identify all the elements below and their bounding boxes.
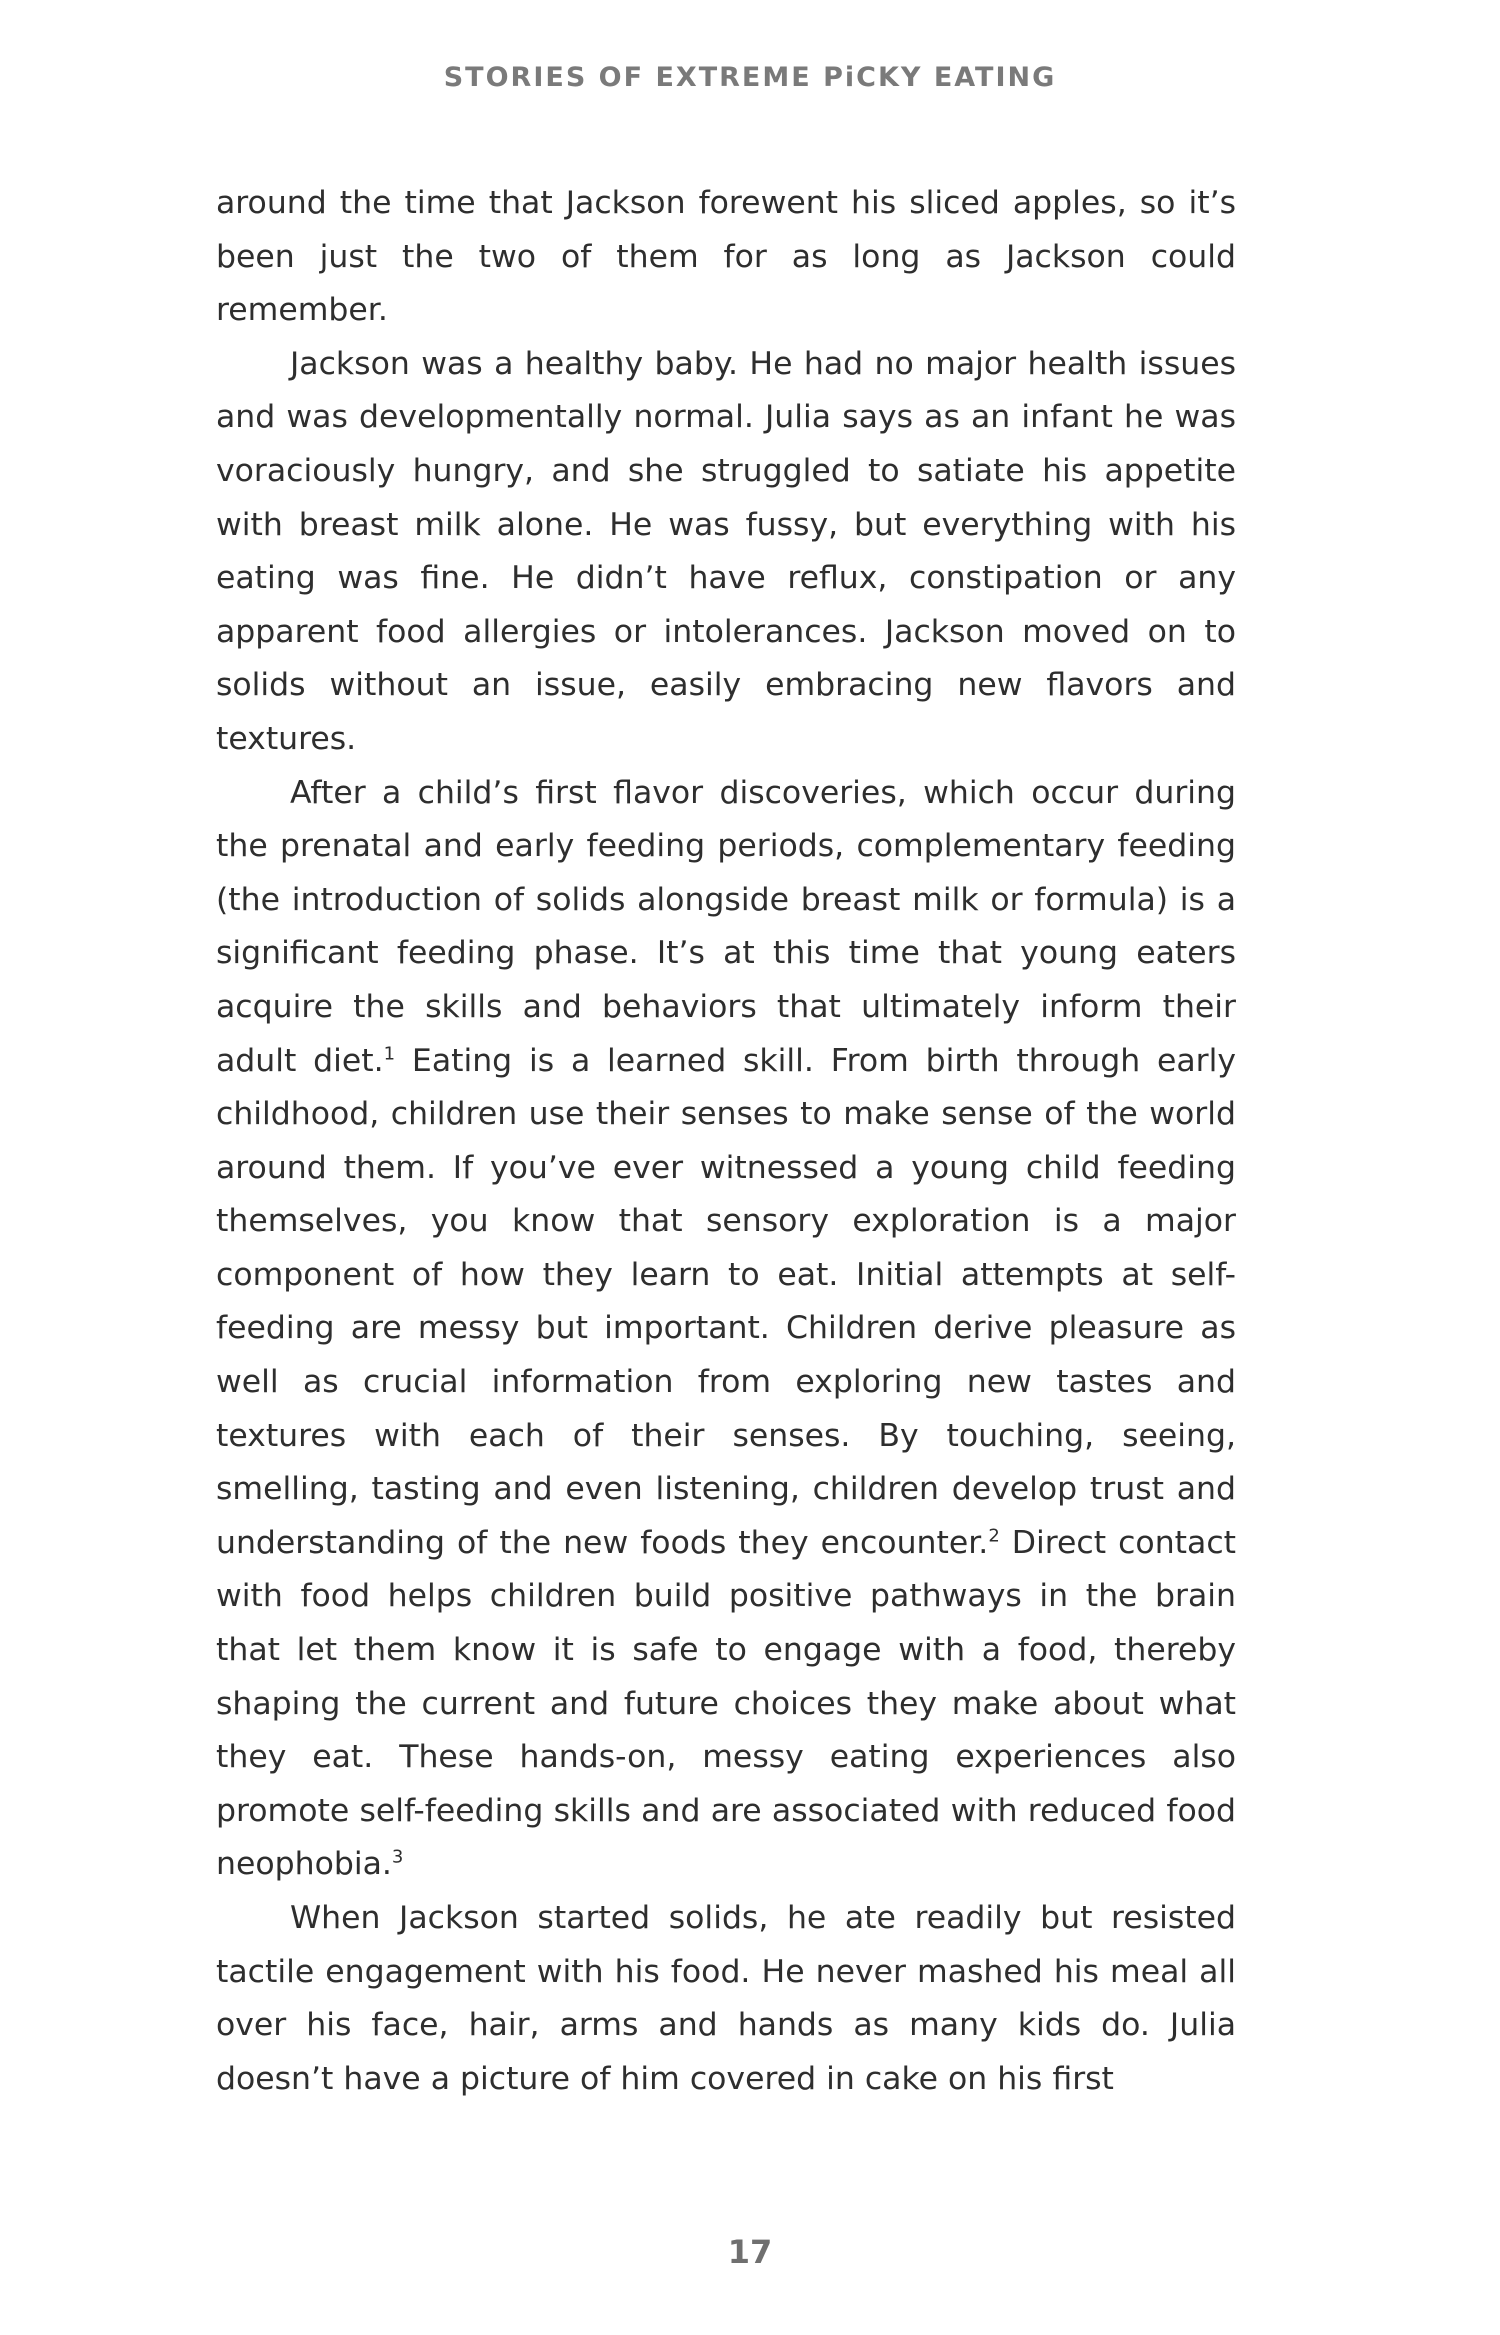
- paragraph-3-part-3: Direct contact with food helps children build positive pathways in the brain that let them know it is safe to engage with a food, thereby shaping the current and future choices they make about what they eat. These hands-on, messy eating experiences also promote self-feeding skills and are associated with reduced food neophobia.: [216, 1524, 1236, 1883]
- footnote-ref-2: 2: [988, 1525, 1000, 1547]
- paragraph-2: Jackson was a healthy baby. He had no major health issues and was developmentally normal. Julia says as an infant he was voraciously hungry, and she struggled to satiate his appetite with breast milk alone. He was fussy, but everything with his eating was fine. He didn’t have reflux, constipation or any apparent food allergies or intolerances. Jackson moved on to solids without an issue, easily embracing new flavors and textures.: [216, 345, 1236, 757]
- paragraph-4: When Jackson started solids, he ate readily but resisted tactile engagement with his food. He never mashed his meal all over his face, hair, arms and hands as many kids do. Julia doesn’t have a picture of him covered in cake on his first: [216, 1900, 1236, 2097]
- paragraph-3: [216, 767, 1236, 1892]
- page-number: 17: [727, 2233, 773, 2271]
- footnote-ref-3: 3: [391, 1846, 404, 1868]
- paragraph-1: around the time that Jackson forewent his sliced apples, so it’s been just the two of them for as long as Jackson could remember.: [216, 185, 1236, 329]
- body-text: [216, 177, 1236, 2106]
- paragraph-3-part-1: After a child’s first flavor discoveries, which occur during the prenatal and early feeding periods, complementary feeding (the introduction of solids alongside breast milk or formula) is a significant feeding phase. It’s at this time that young eaters acquire the skills and behaviors that ultimately inform their adult diet.: [216, 774, 1236, 1079]
- footnote-ref-1: 1: [383, 1043, 396, 1064]
- running-head: STORIES OF EXTREME PiCKY EATING: [443, 62, 1057, 93]
- paragraph-3-part-2: Eating is a learned skill. From birth through early childhood, children use their senses to make sense of the world around them. If you’ve ever witnessed a young child feeding themselves, you know that sensory exploration is a major component of how they learn to eat. Initial attempts at self-feeding are messy but important. Children derive pleasure as well as crucial information from exploring new tastes and textures with each of their senses. By touching, seeing, smelling, tasting and even listening, children develop trust and understanding of the new foods they encounter.: [216, 1042, 1236, 1561]
